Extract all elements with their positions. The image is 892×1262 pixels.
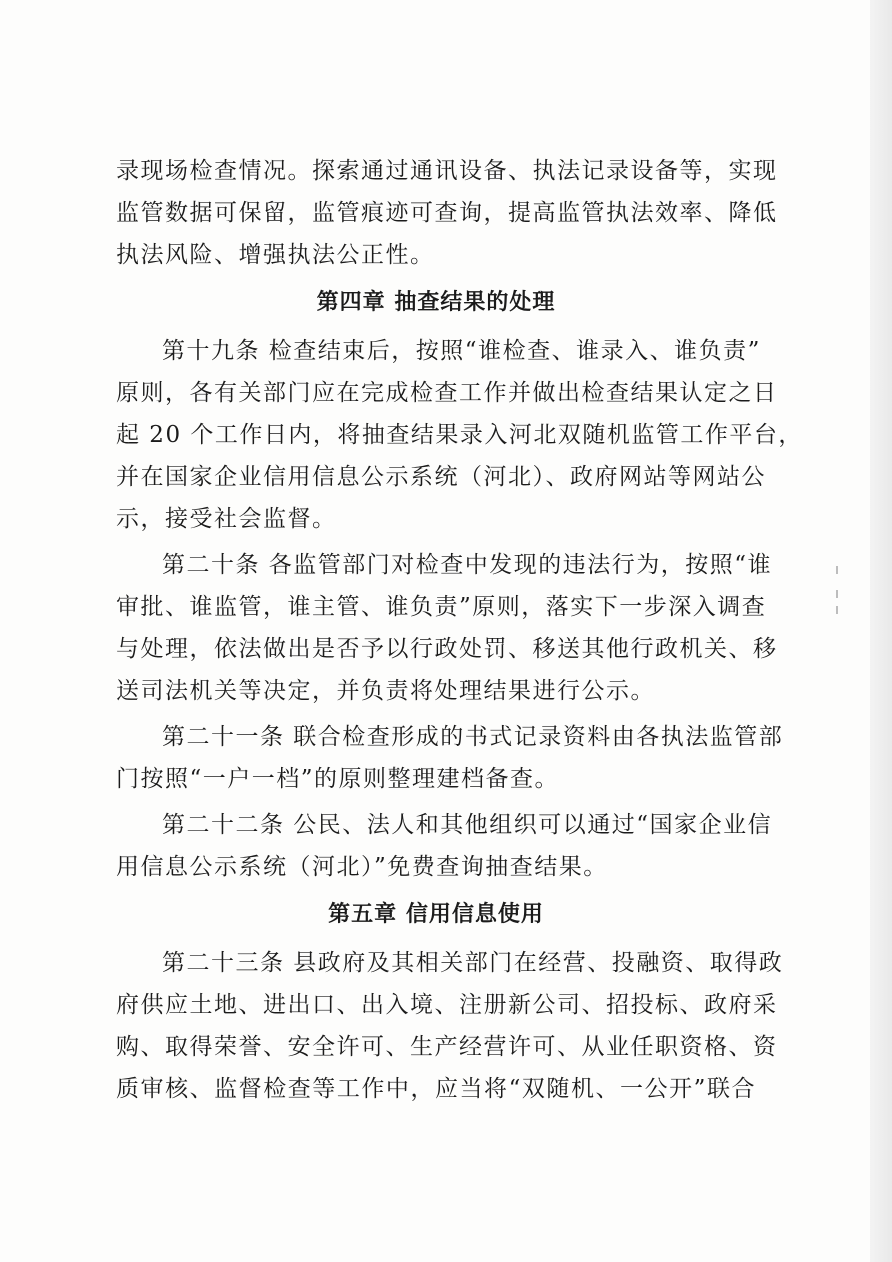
article-paragraph <box>116 330 803 540</box>
paragraph <box>116 150 778 276</box>
scan-speck <box>836 566 838 574</box>
text-line: 购、取得荣誉、安全许可、生产经营许可、从业任职资格、资 <box>116 1034 778 1060</box>
scan-edge <box>870 0 892 1262</box>
text-line: 起 20 个工作日内，将抽查结果录入河北双随机监管工作平台， <box>116 422 803 448</box>
text-line: 录现场检查情况。探索通过通讯设备、执法记录设备等，实现 <box>116 158 778 184</box>
text-line: 第二十条 各监管部门对检查中发现的违法行为，按照“谁 <box>162 552 773 578</box>
text-line: 监管数据可保留，监管痕迹可查询，提高监管执法效率、降低 <box>116 200 778 226</box>
article-paragraph <box>116 942 784 1110</box>
text-line: 用信息公示系统（河北）”免费查询抽查结果。 <box>116 854 608 880</box>
text-line: 第二十二条 公民、法人和其他组织可以通过“国家企业信 <box>162 812 773 838</box>
text-line: 第二十一条 联合检查形成的书式记录资料由各执法监管部 <box>162 724 784 750</box>
article-paragraph <box>116 544 778 712</box>
text-line: 质审核、监督检查等工作中，应当将“双随机、一公开”联合 <box>116 1076 756 1102</box>
text-line: 第十九条 检查结束后，按照“谁检查、谁录入、谁负责” <box>162 338 761 364</box>
text-line: 并在国家企业信用信息公示系统（河北）、政府网站等网站公 <box>116 464 766 490</box>
scan-speck <box>836 606 838 614</box>
text-line: 原则，各有关部门应在完成检查工作并做出检查结果认定之日 <box>116 380 778 406</box>
text-line: 审批、谁监管，谁主管、谁负责”原则，落实下一步深入调查 <box>116 594 767 620</box>
text-line: 与处理，依法做出是否予以行政处罚、移送其他行政机关、移 <box>116 636 778 662</box>
article-paragraph <box>116 804 773 888</box>
text-line: 执法风险、增强执法公正性。 <box>116 242 435 268</box>
chapter-heading: 第五章 信用信息使用 <box>328 902 544 927</box>
text-line: 第二十三条 县政府及其相关部门在经营、投融资、取得政 <box>162 950 784 976</box>
scan-speck <box>836 590 838 598</box>
document-body <box>116 150 803 1110</box>
text-line: 送司法机关等决定，并负责将处理结果进行公示。 <box>116 678 655 704</box>
article-paragraph <box>116 716 784 800</box>
text-line: 门按照“一户一档”的原则整理建档备查。 <box>116 766 560 792</box>
chapter-heading: 第四章 抽查结果的处理 <box>316 290 556 315</box>
text-line: 府供应土地、进出口、出入境、注册新公司、招投标、政府采 <box>116 992 778 1018</box>
text-line: 示，接受社会监督。 <box>116 506 337 532</box>
